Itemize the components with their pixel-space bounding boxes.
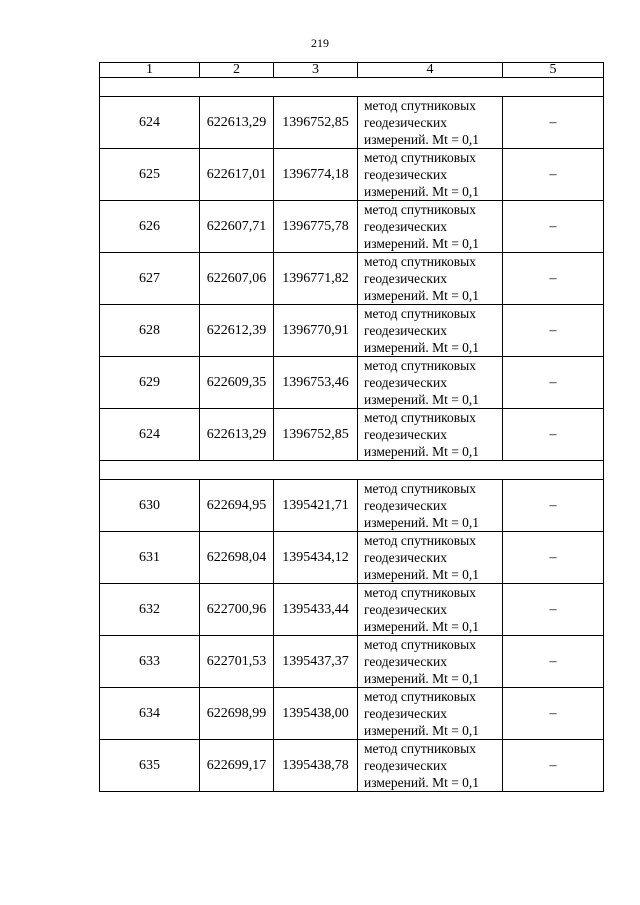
column-header: 4 bbox=[358, 63, 503, 78]
table-row bbox=[100, 201, 604, 253]
group-separator-cell bbox=[100, 78, 604, 97]
point-number-cell: 624 bbox=[100, 97, 200, 149]
point-number-cell: 631 bbox=[100, 532, 200, 584]
point-number-cell: 629 bbox=[100, 357, 200, 409]
method-text-line: геодезических bbox=[364, 167, 447, 182]
note-cell: – bbox=[503, 532, 604, 584]
point-number-cell: 625 bbox=[100, 149, 200, 201]
note-cell: – bbox=[503, 201, 604, 253]
method-text-line: геодезических bbox=[364, 706, 447, 721]
method-text-line: метод спутниковых bbox=[364, 481, 476, 496]
method-cell bbox=[358, 201, 503, 253]
y-coordinate-cell: 1396770,91 bbox=[274, 305, 358, 357]
x-coordinate-cell: 622612,39 bbox=[200, 305, 274, 357]
note-cell: – bbox=[503, 409, 604, 461]
method-text-line: метод спутниковых bbox=[364, 410, 476, 425]
point-number-cell: 635 bbox=[100, 740, 200, 792]
x-coordinate-cell: 622700,96 bbox=[200, 584, 274, 636]
group-separator-row bbox=[100, 78, 604, 97]
column-header: 3 bbox=[274, 63, 358, 78]
table-row bbox=[100, 532, 604, 584]
method-text-line: метод спутниковых bbox=[364, 254, 476, 269]
method-text-line: геодезических bbox=[364, 219, 447, 234]
note-cell: – bbox=[503, 357, 604, 409]
method-text-line: измерений. Mt = 0,1 bbox=[364, 392, 480, 407]
method-text-line: метод спутниковых bbox=[364, 585, 476, 600]
point-number-cell: 634 bbox=[100, 688, 200, 740]
method-cell bbox=[358, 97, 503, 149]
x-coordinate-cell: 622607,71 bbox=[200, 201, 274, 253]
x-coordinate-cell: 622613,29 bbox=[200, 97, 274, 149]
method-cell bbox=[358, 253, 503, 305]
method-cell bbox=[358, 688, 503, 740]
y-coordinate-cell: 1396771,82 bbox=[274, 253, 358, 305]
method-text-line: метод спутниковых bbox=[364, 306, 476, 321]
table-row bbox=[100, 97, 604, 149]
method-text-line: геодезических bbox=[364, 323, 447, 338]
method-text-line: метод спутниковых bbox=[364, 358, 476, 373]
method-text-line: метод спутниковых bbox=[364, 637, 476, 652]
point-number-cell: 630 bbox=[100, 480, 200, 532]
note-cell: – bbox=[503, 480, 604, 532]
method-text-line: геодезических bbox=[364, 758, 447, 773]
table-row bbox=[100, 480, 604, 532]
coordinates-table bbox=[99, 62, 604, 792]
x-coordinate-cell: 622699,17 bbox=[200, 740, 274, 792]
note-cell: – bbox=[503, 636, 604, 688]
method-text-line: геодезических bbox=[364, 115, 447, 130]
method-text-line: измерений. Mt = 0,1 bbox=[364, 444, 480, 459]
point-number-cell: 633 bbox=[100, 636, 200, 688]
method-text-line: метод спутниковых bbox=[364, 533, 476, 548]
x-coordinate-cell: 622607,06 bbox=[200, 253, 274, 305]
column-header: 5 bbox=[503, 63, 604, 78]
method-text-line: измерений. Mt = 0,1 bbox=[364, 184, 480, 199]
method-text-line: измерений. Mt = 0,1 bbox=[364, 775, 480, 790]
table-row bbox=[100, 584, 604, 636]
y-coordinate-cell: 1395437,37 bbox=[274, 636, 358, 688]
method-text-line: геодезических bbox=[364, 427, 447, 442]
method-text-line: геодезических bbox=[364, 498, 447, 513]
y-coordinate-cell: 1395438,78 bbox=[274, 740, 358, 792]
method-text-line: геодезических bbox=[364, 375, 447, 390]
point-number-cell: 632 bbox=[100, 584, 200, 636]
method-text-line: измерений. Mt = 0,1 bbox=[364, 567, 480, 582]
method-text-line: геодезических bbox=[364, 602, 447, 617]
table-row bbox=[100, 305, 604, 357]
note-cell: – bbox=[503, 97, 604, 149]
table-row bbox=[100, 636, 604, 688]
point-number-cell: 627 bbox=[100, 253, 200, 305]
method-text-line: измерений. Mt = 0,1 bbox=[364, 723, 480, 738]
table-row bbox=[100, 149, 604, 201]
y-coordinate-cell: 1396752,85 bbox=[274, 97, 358, 149]
method-text-line: метод спутниковых bbox=[364, 150, 476, 165]
x-coordinate-cell: 622609,35 bbox=[200, 357, 274, 409]
table-row bbox=[100, 409, 604, 461]
method-text-line: измерений. Mt = 0,1 bbox=[364, 288, 480, 303]
y-coordinate-cell: 1395421,71 bbox=[274, 480, 358, 532]
method-text-line: измерений. Mt = 0,1 bbox=[364, 236, 480, 251]
y-coordinate-cell: 1396753,46 bbox=[274, 357, 358, 409]
y-coordinate-cell: 1396752,85 bbox=[274, 409, 358, 461]
page-number: 219 bbox=[311, 36, 329, 50]
y-coordinate-cell: 1395434,12 bbox=[274, 532, 358, 584]
point-number-cell: 628 bbox=[100, 305, 200, 357]
method-cell bbox=[358, 305, 503, 357]
x-coordinate-cell: 622613,29 bbox=[200, 409, 274, 461]
method-cell bbox=[358, 357, 503, 409]
method-cell bbox=[358, 532, 503, 584]
group-separator-row bbox=[100, 461, 604, 480]
point-number-cell: 624 bbox=[100, 409, 200, 461]
note-cell: – bbox=[503, 253, 604, 305]
method-cell bbox=[358, 409, 503, 461]
column-header: 1 bbox=[100, 63, 200, 78]
method-text-line: измерений. Mt = 0,1 bbox=[364, 515, 480, 530]
method-cell bbox=[358, 636, 503, 688]
x-coordinate-cell: 622694,95 bbox=[200, 480, 274, 532]
x-coordinate-cell: 622701,53 bbox=[200, 636, 274, 688]
table-row bbox=[100, 253, 604, 305]
method-text-line: метод спутниковых bbox=[364, 202, 476, 217]
x-coordinate-cell: 622698,04 bbox=[200, 532, 274, 584]
table-row bbox=[100, 688, 604, 740]
method-cell bbox=[358, 149, 503, 201]
method-cell bbox=[358, 480, 503, 532]
group-separator-cell bbox=[100, 461, 604, 480]
method-text-line: измерений. Mt = 0,1 bbox=[364, 132, 480, 147]
method-cell bbox=[358, 740, 503, 792]
note-cell: – bbox=[503, 688, 604, 740]
method-text-line: геодезических bbox=[364, 271, 447, 286]
table-header-row bbox=[100, 63, 604, 78]
method-text-line: геодезических bbox=[364, 654, 447, 669]
method-cell bbox=[358, 584, 503, 636]
method-text-line: метод спутниковых bbox=[364, 689, 476, 704]
method-text-line: метод спутниковых bbox=[364, 98, 476, 113]
method-text-line: измерений. Mt = 0,1 bbox=[364, 671, 480, 686]
method-text-line: измерений. Mt = 0,1 bbox=[364, 340, 480, 355]
note-cell: – bbox=[503, 305, 604, 357]
column-header: 2 bbox=[200, 63, 274, 78]
table-row bbox=[100, 740, 604, 792]
note-cell: – bbox=[503, 149, 604, 201]
x-coordinate-cell: 622698,99 bbox=[200, 688, 274, 740]
x-coordinate-cell: 622617,01 bbox=[200, 149, 274, 201]
y-coordinate-cell: 1395438,00 bbox=[274, 688, 358, 740]
method-text-line: метод спутниковых bbox=[364, 741, 476, 756]
y-coordinate-cell: 1396774,18 bbox=[274, 149, 358, 201]
point-number-cell: 626 bbox=[100, 201, 200, 253]
y-coordinate-cell: 1395433,44 bbox=[274, 584, 358, 636]
note-cell: – bbox=[503, 740, 604, 792]
y-coordinate-cell: 1396775,78 bbox=[274, 201, 358, 253]
method-text-line: геодезических bbox=[364, 550, 447, 565]
method-text-line: измерений. Mt = 0,1 bbox=[364, 619, 480, 634]
note-cell: – bbox=[503, 584, 604, 636]
table-row bbox=[100, 357, 604, 409]
